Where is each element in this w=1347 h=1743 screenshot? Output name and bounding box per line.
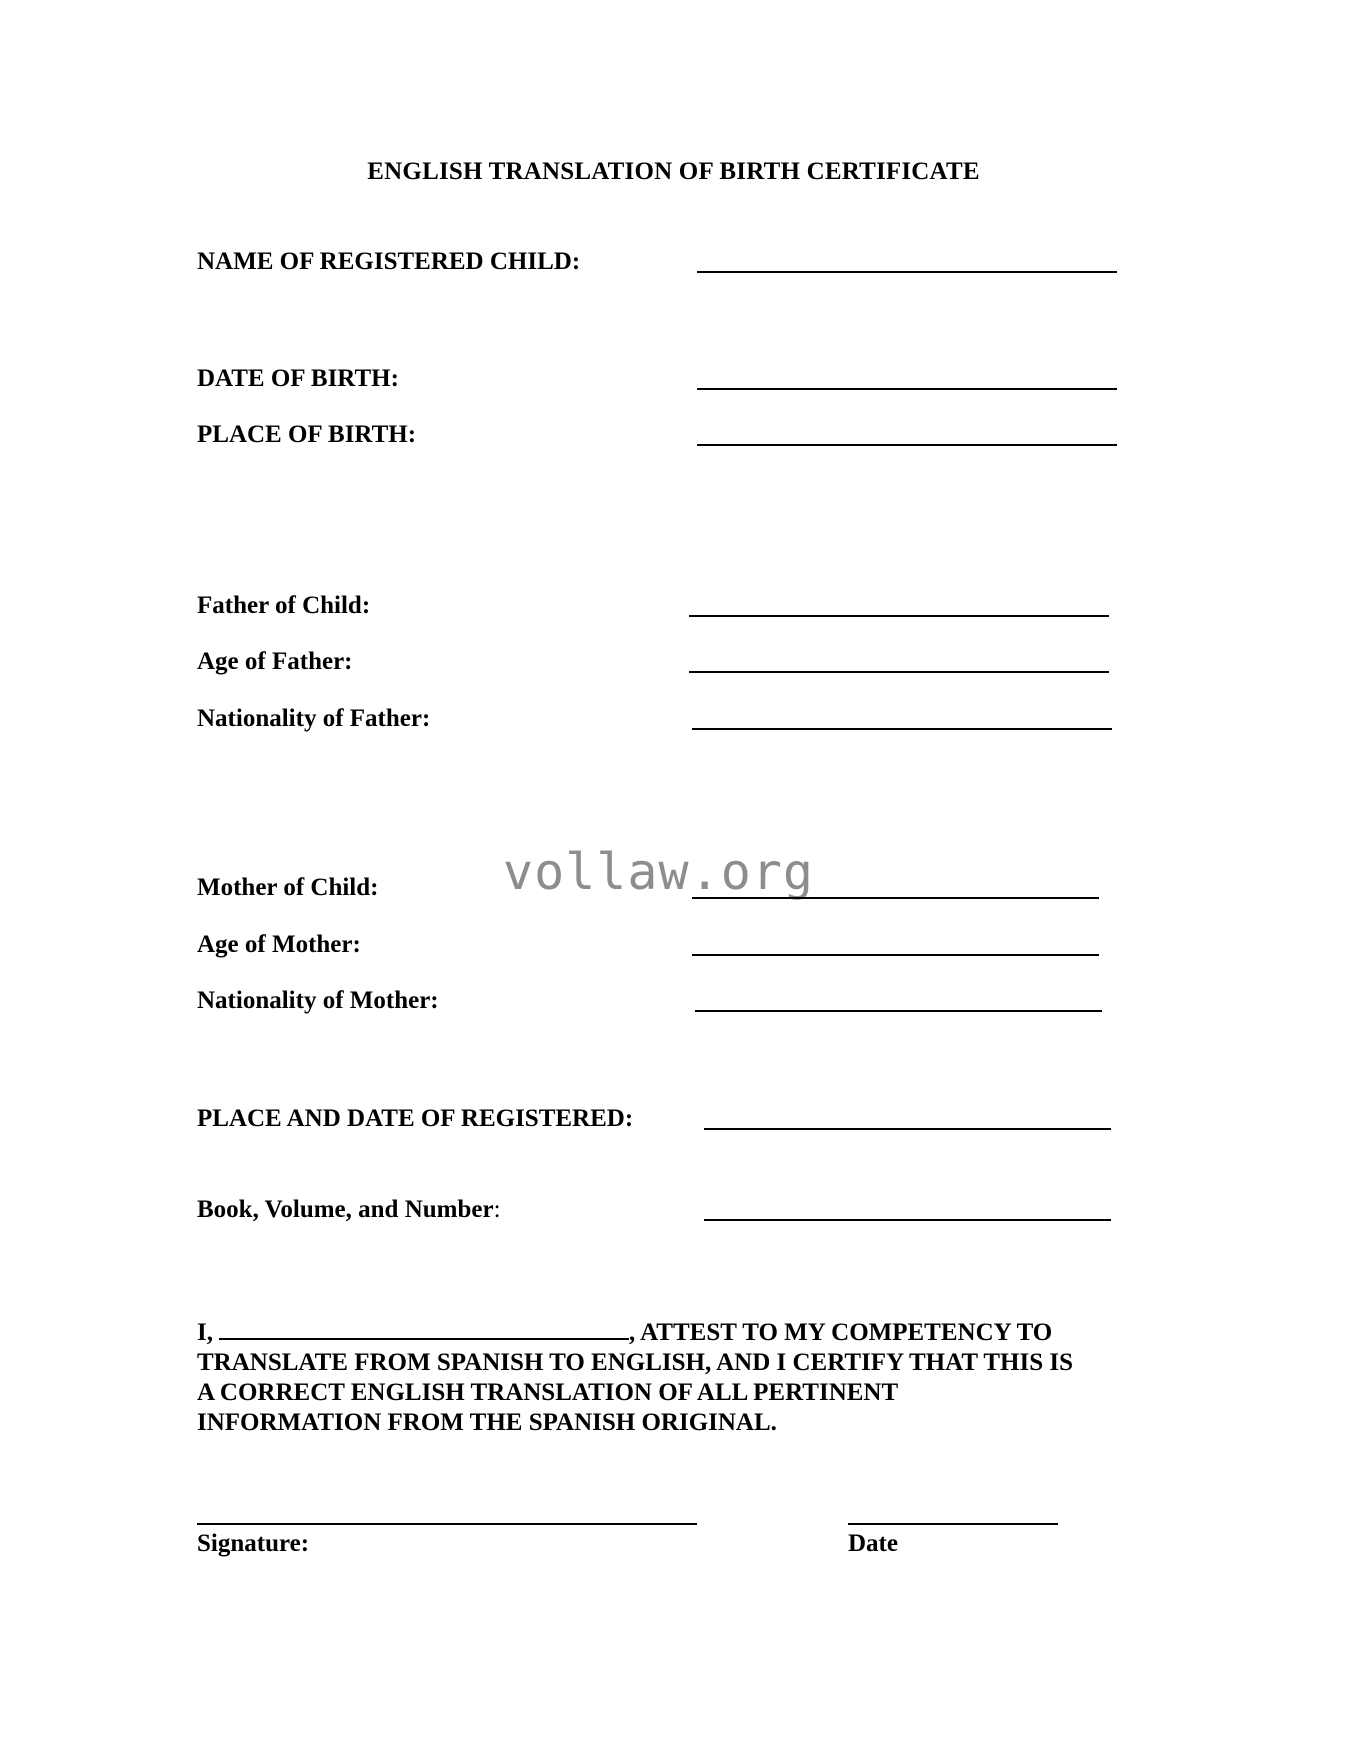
attestation-line-1-text: , ATTEST TO MY COMPETENCY TO bbox=[628, 1319, 1053, 1346]
translator-name-line[interactable] bbox=[219, 1316, 629, 1340]
book-volume-number-line[interactable] bbox=[704, 1219, 1111, 1221]
attestation-line-3: A CORRECT ENGLISH TRANSLATION OF ALL PERTINENT bbox=[197, 1379, 899, 1406]
father-nationality-line[interactable] bbox=[692, 728, 1112, 730]
date-of-birth-line[interactable] bbox=[697, 388, 1117, 390]
watermark: vollaw.org bbox=[503, 843, 815, 901]
father-age-label: Age of Father: bbox=[197, 648, 353, 675]
child-name-label: NAME OF REGISTERED CHILD: bbox=[197, 248, 581, 275]
book-volume-number-text: Book, Volume, and Number bbox=[197, 1196, 494, 1223]
book-volume-number-colon: : bbox=[493, 1196, 501, 1223]
father-line[interactable] bbox=[689, 615, 1109, 617]
father-age-line[interactable] bbox=[689, 671, 1109, 673]
mother-nationality-label: Nationality of Mother: bbox=[197, 987, 439, 1014]
document-title: ENGLISH TRANSLATION OF BIRTH CERTIFICATE bbox=[367, 158, 980, 185]
place-date-registered-label: PLACE AND DATE OF REGISTERED: bbox=[197, 1105, 634, 1132]
mother-label: Mother of Child: bbox=[197, 874, 379, 901]
attestation-line-1 bbox=[197, 1316, 1157, 1348]
date-line[interactable] bbox=[848, 1523, 1058, 1525]
place-of-birth-line[interactable] bbox=[697, 444, 1117, 446]
date-of-birth-label: DATE OF BIRTH: bbox=[197, 365, 399, 392]
date-label: Date bbox=[848, 1530, 898, 1557]
signature-label: Signature: bbox=[197, 1530, 310, 1557]
father-nationality-label: Nationality of Father: bbox=[197, 705, 431, 732]
signature-line[interactable] bbox=[197, 1523, 697, 1525]
mother-line[interactable] bbox=[692, 897, 1099, 899]
mother-age-label: Age of Mother: bbox=[197, 931, 361, 958]
mother-nationality-line[interactable] bbox=[695, 1010, 1102, 1012]
attestation-paragraph bbox=[197, 1316, 1157, 1438]
father-label: Father of Child: bbox=[197, 592, 371, 619]
place-date-registered-line[interactable] bbox=[704, 1128, 1111, 1130]
mother-age-line[interactable] bbox=[692, 954, 1099, 956]
child-name-line[interactable] bbox=[697, 271, 1117, 273]
book-volume-number-label bbox=[197, 1196, 501, 1224]
attestation-line-2: TRANSLATE FROM SPANISH TO ENGLISH, AND I CERTIFY THAT THIS IS bbox=[197, 1349, 1073, 1376]
attestation-line-4: INFORMATION FROM THE SPANISH ORIGINAL. bbox=[197, 1409, 777, 1436]
place-of-birth-label: PLACE OF BIRTH: bbox=[197, 421, 417, 448]
attestation-prefix: I, bbox=[197, 1319, 213, 1346]
